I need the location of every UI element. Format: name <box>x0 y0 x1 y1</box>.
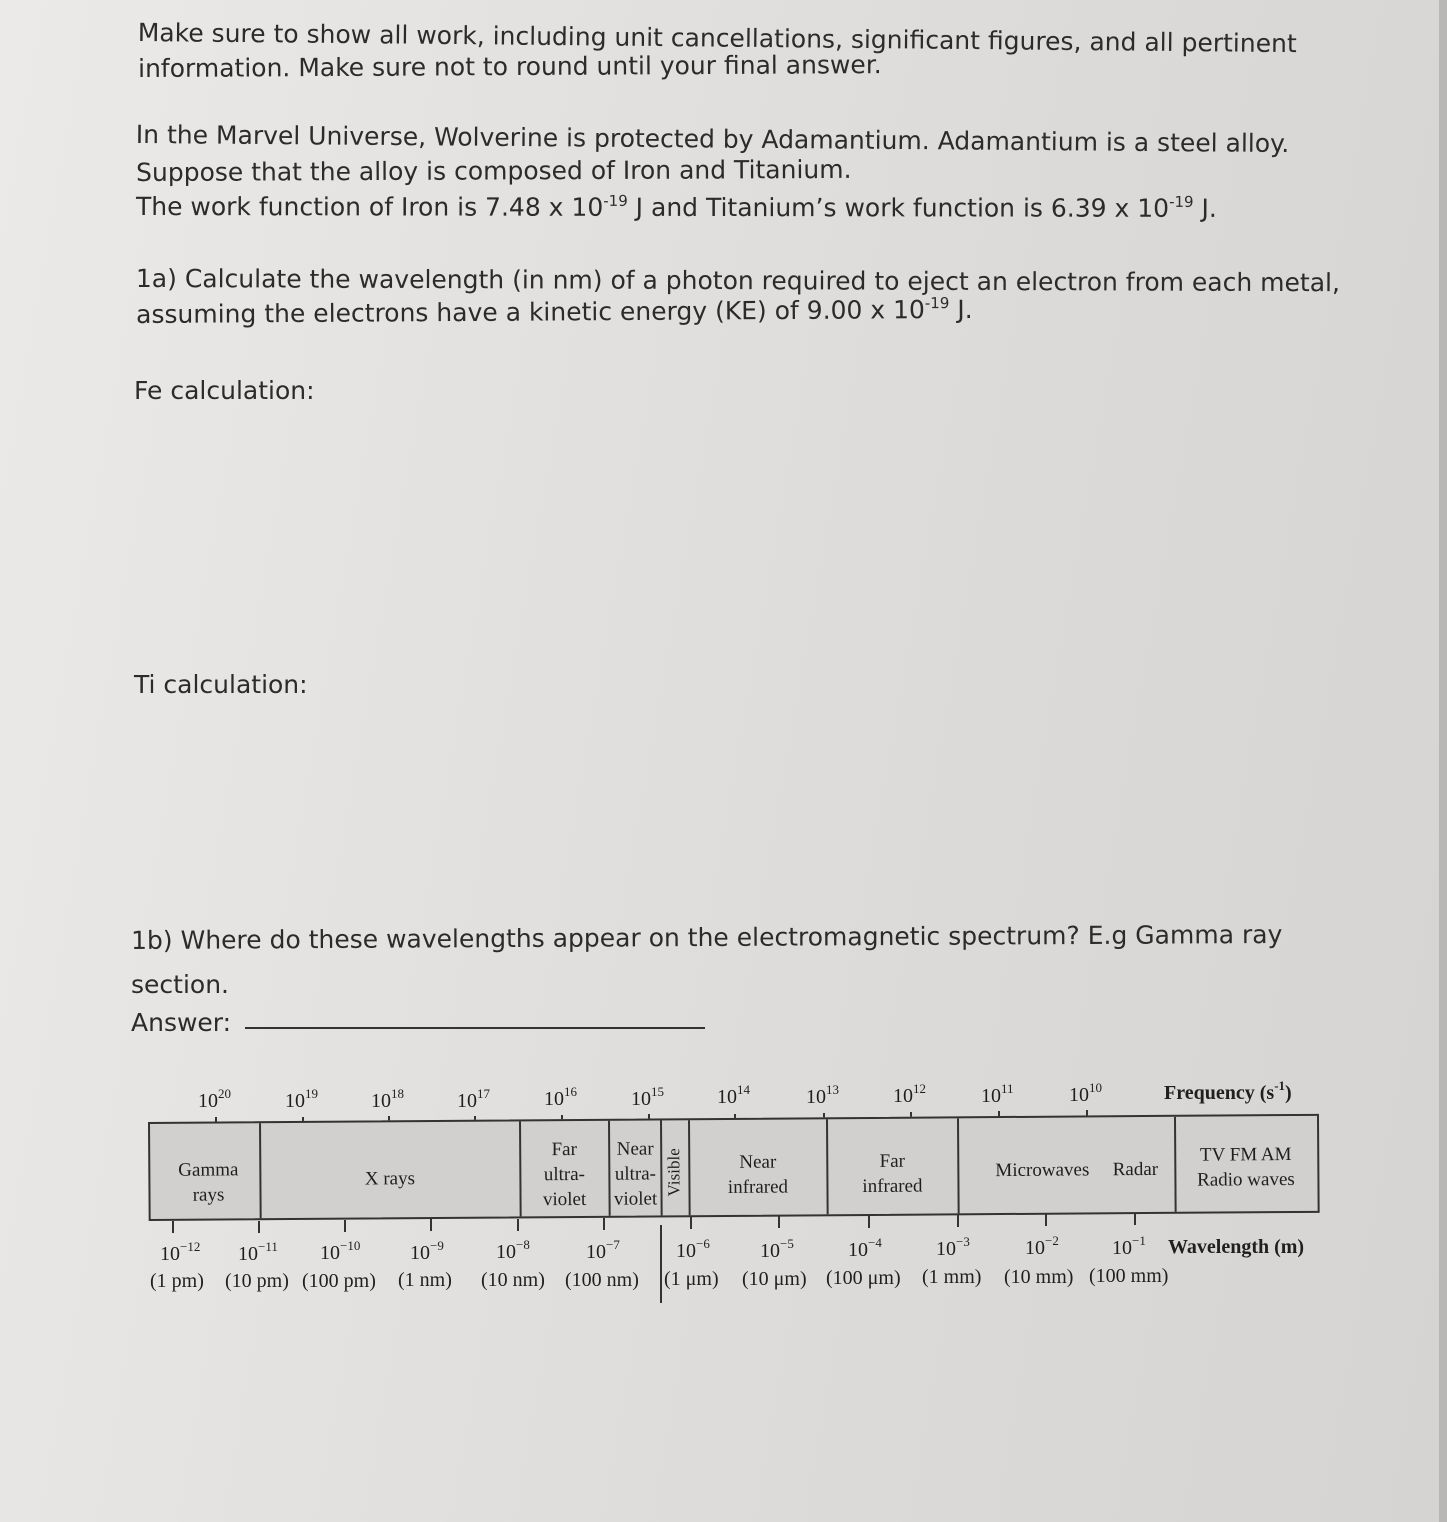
wavelength-tick <box>172 1221 174 1233</box>
ti-calculation-label: Ti calculation: <box>134 670 308 699</box>
wavelength-label-1e-3: $10^{-3}$ <box>936 1234 970 1260</box>
freq-tick <box>910 1112 912 1122</box>
freq-label-1e20: $10^{20}$ <box>198 1086 231 1112</box>
intro-line-3: The work function of Iron is 7.48 x $10^{-19}$ J and Titanium’s work function is 6.39 x $10^{-19}$ J. <box>135 191 1217 223</box>
freq-label-1e13: $10^{13}$ <box>806 1082 839 1108</box>
wavelength-label-1e-4: $10^{-4}$ <box>848 1235 882 1261</box>
wavelength-tick <box>430 1219 432 1231</box>
instructions-line-1: Make sure to show all work, including unit cancellations, significant figures, and all pertinent <box>137 17 1297 59</box>
question-1a-line-2: assuming the electrons have a kinetic energy (KE) of 9.00 x $10^{-19}$ J. <box>136 294 973 329</box>
wavelength-unit-10um: (10 μm) <box>742 1268 807 1290</box>
freq-tick <box>302 1117 304 1127</box>
answer-label: Answer: <box>131 1008 232 1037</box>
freq-label-1e17: $10^{17}$ <box>457 1086 490 1112</box>
wavelength-unit-100mm: (100 mm) <box>1089 1265 1169 1287</box>
question-1b-line-1: 1b) Where do these wavelengths appear on the electromagnetic spectrum? E.g Gamma ray <box>131 919 1283 955</box>
wavelength-tick <box>778 1216 780 1228</box>
fe-work-area[interactable] <box>134 412 1284 662</box>
page-edge <box>1439 0 1447 1522</box>
band-near-ultraviolet: Near ultra- violet <box>613 1138 658 1210</box>
intro-line-1: In the Marvel Universe, Wolverine is protected by Adamantium. Adamantium is a steel alloy. <box>135 119 1290 159</box>
freq-tick <box>561 1115 563 1125</box>
wavelength-tick <box>344 1220 346 1232</box>
wavelength-tick <box>690 1217 692 1229</box>
band-gamma-rays: Gamma rays <box>178 1159 239 1206</box>
wavelength-unit-10mm: (10 mm) <box>1004 1266 1074 1288</box>
wavelength-unit-1um: (1 μm) <box>664 1268 719 1290</box>
fe-calculation-label: Fe calculation: <box>134 376 315 405</box>
band-divider <box>1174 1117 1177 1212</box>
wavelength-tick <box>868 1216 870 1228</box>
intro-line-2: Suppose that the alloy is composed of Iron and Titanium. <box>136 154 852 187</box>
freq-label-1e12: $10^{12}$ <box>893 1081 926 1107</box>
freq-label-1e14: $10^{14}$ <box>717 1082 750 1108</box>
visible-boundary-line <box>660 1225 662 1303</box>
question-1a-line-1: 1a) Calculate the wavelength (in nm) of a photon required to eject an electron from each metal, <box>135 263 1341 298</box>
instructions-line-2: information. Make sure not to round until your final answer. <box>138 50 882 83</box>
frequency-axis-title: Frequency $(s^{-1})$ <box>1164 1078 1292 1104</box>
wavelength-unit-100um: (100 μm) <box>826 1267 901 1289</box>
freq-tick <box>823 1113 825 1123</box>
wavelength-unit-10nm: (10 nm) <box>481 1269 545 1291</box>
spectrum-band-box <box>148 1114 1320 1221</box>
freq-label-1e16: $10^{16}$ <box>544 1084 577 1110</box>
band-visible: Visible <box>664 1148 684 1197</box>
freq-tick <box>215 1117 217 1127</box>
wavelength-unit-1nm: (1 nm) <box>398 1269 452 1291</box>
freq-label-1e15: $10^{15}$ <box>631 1084 664 1110</box>
wavelength-unit-1mm: (1 mm) <box>922 1266 982 1288</box>
band-radar: Radar <box>1112 1158 1159 1181</box>
freq-label-1e19: $10^{19}$ <box>285 1086 318 1112</box>
wavelength-tick <box>1134 1213 1136 1225</box>
wavelength-unit-100pm: (100 pm) <box>302 1270 376 1292</box>
freq-label-1e11: $10^{11}$ <box>981 1081 1014 1107</box>
band-microwaves: Microwaves <box>995 1159 1090 1182</box>
question-1b-line-2: section. <box>131 970 229 999</box>
band-far-infrared: Far infrared <box>862 1150 923 1198</box>
freq-tick <box>474 1116 476 1126</box>
wavelength-label-1e-9: $10^{-9}$ <box>410 1238 444 1264</box>
wavelength-tick <box>957 1215 959 1227</box>
wavelength-axis-title: Wavelength (m) <box>1168 1236 1305 1258</box>
wavelength-label-1e-12: $10^{-12}$ <box>160 1239 201 1265</box>
freq-tick <box>998 1111 1000 1121</box>
wavelength-unit-1pm: (1 pm) <box>150 1270 204 1292</box>
wavelength-label-1e-1: $10^{-1}$ <box>1112 1233 1146 1259</box>
wavelength-tick <box>603 1218 605 1230</box>
freq-tick <box>388 1116 390 1126</box>
wavelength-tick <box>517 1219 519 1231</box>
wavelength-label-1e-11: $10^{-11}$ <box>238 1239 278 1265</box>
wavelength-label-1e-6: $10^{-6}$ <box>676 1236 710 1262</box>
freq-tick <box>734 1114 736 1124</box>
wavelength-label-1e-8: $10^{-8}$ <box>496 1237 530 1263</box>
band-x-rays: X rays <box>364 1168 416 1190</box>
wavelength-label-1e-5: $10^{-5}$ <box>760 1236 794 1262</box>
ti-work-area[interactable] <box>134 706 1284 906</box>
wavelength-label-1e-2: $10^{-2}$ <box>1025 1233 1059 1259</box>
freq-label-1e10: $10^{10}$ <box>1069 1080 1102 1106</box>
band-near-infrared: Near infrared <box>727 1151 789 1198</box>
freq-tick <box>648 1114 650 1124</box>
wavelength-tick <box>1045 1214 1047 1226</box>
wavelength-label-1e-10: $10^{-10}$ <box>320 1238 361 1264</box>
wavelength-tick <box>258 1221 260 1233</box>
answer-blank[interactable] <box>245 1027 705 1029</box>
wavelength-label-1e-7: $10^{-7}$ <box>586 1237 620 1263</box>
band-divider <box>957 1118 960 1213</box>
freq-tick <box>1086 1110 1088 1120</box>
wavelength-unit-100nm: (100 nm) <box>565 1269 639 1291</box>
band-far-ultraviolet: Far ultra- violet <box>542 1139 587 1211</box>
band-radio-waves: TV FM AM Radio waves <box>1197 1144 1295 1191</box>
freq-label-1e18: $10^{18}$ <box>371 1086 404 1112</box>
wavelength-unit-10pm: (10 pm) <box>225 1270 289 1292</box>
